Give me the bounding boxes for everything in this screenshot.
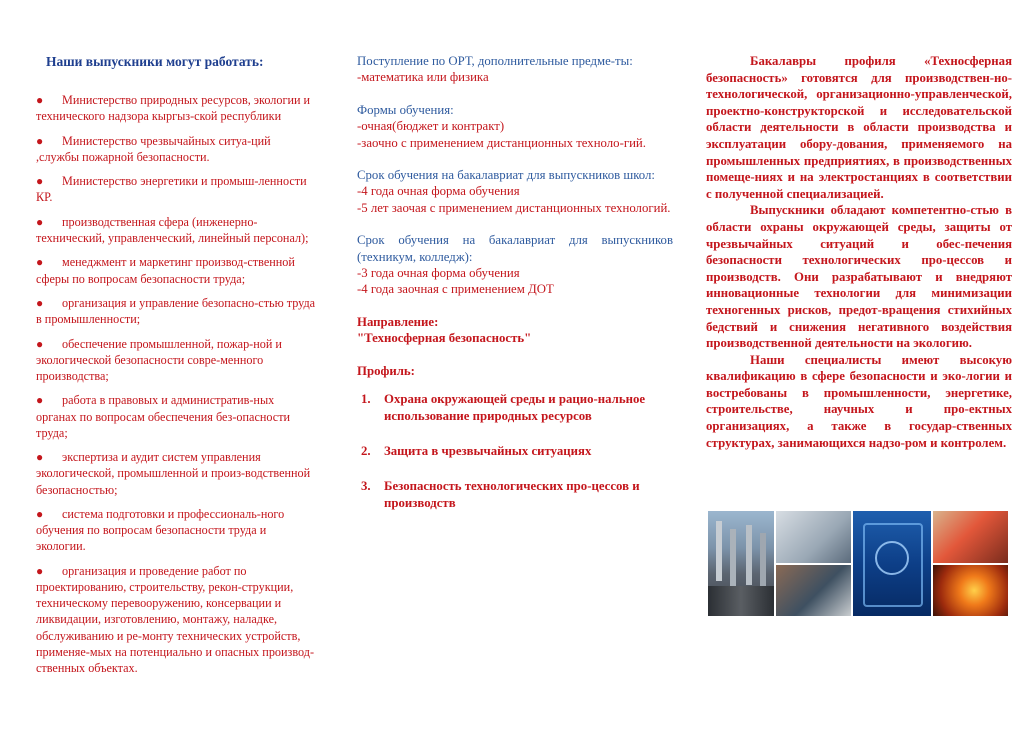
bullet-icon: ● <box>36 563 44 578</box>
list-item: ● производственная сфера (инженерно-технический, управленческий, линейный персонал); <box>36 214 309 245</box>
list-item: ● Министерство энергетики и промыш-ленности КР. <box>36 174 307 205</box>
list-item: ● система подготовки и профессиональ-ного обучения по вопросам безопасности труда и экологии. <box>36 506 285 554</box>
profile-item: 1. Охрана окружающей среды и рацио-нальное использование природных ресурсов <box>361 392 646 424</box>
bullet-icon: ● <box>36 133 44 148</box>
photo-stack <box>933 511 1008 616</box>
term-college-value: -3 года очная форма обучения <box>357 266 520 281</box>
list-item: ● менеджмент и маркетинг производ-ственной сферы по вопросам безопасности труда; <box>36 255 295 286</box>
admission-value: -математика или физика <box>357 70 489 85</box>
bullet-icon: ● <box>36 295 44 310</box>
list-item: ● организация и управление безопасно-стью труда в промышленности; <box>36 295 316 327</box>
firefighters-photo <box>933 565 1008 617</box>
description-paragraph: Выпускники обладают компетентно-стью в области охраны окружающей среды, защиты от чрезвычайных ситуаций и обес-печения безопасности технологических про-цессов и производств. Они разрабатывают и внедряют инновационные технологии для минимизации техногенных рисков, предот-вращения стихийных бедствий и снижения негативного воздействия производственной деятельности на экологию. <box>706 203 1012 351</box>
profile-label: Профиль: <box>357 363 415 378</box>
rescuers-photo <box>933 511 1008 563</box>
graduates-heading: Наши выпускники могут работать: <box>46 54 264 69</box>
forms-value: -очная(бюджет и контракт) <box>357 119 505 134</box>
list-item: ● организация и проведение работ по проектированию, строительству, рекон-струкции, техническому перевооружению, консервации и ликвидации, изготовлению, монтажу, наладке, обслуживанию и ре-монту технических устройств, применяе-мых на потенциально и опасных производ-ственных объектах. <box>36 563 315 675</box>
technology-screen-photo <box>853 511 930 616</box>
description-paragraph: Наши специалисты имеют высокую квалификацию в сфере безопасности и эко-логии и востребованы в промышленности, энергетике, строительстве, научных и про-ектных организациях, а также в государ-ственных структурах, занимающихся надзо-ром и контролем. <box>706 352 1012 450</box>
bullet-icon: ● <box>36 393 44 408</box>
bullet-icon: ● <box>36 255 44 270</box>
forms-value: -заочно с применением дистанционных техноло-гий. <box>357 135 646 150</box>
term-school-label: Срок обучения на бакалавриат для выпускников школ: <box>357 168 655 183</box>
term-college-label: Срок обучения на бакалавриат для выпускников (техникум, колледж): <box>357 233 673 264</box>
profiles-list <box>357 391 673 512</box>
bullet-icon: ● <box>36 214 44 229</box>
term-school-value: -4 года очная форма обучения <box>357 184 520 199</box>
bullet-icon: ● <box>36 93 44 107</box>
list-item: ● обеспечение промышленной, пожар-ной и экологической безопасности совре-менного производства; <box>36 336 282 383</box>
description-paragraph: Бакалавры профиля «Техносферная безопасность» готовятся для производствен-но-технологической, организационно-управленческой, проектно-конструкторской и исследовательской области деятельности в области производства и эксплуатации обору-дования, применяемого на промышленных предприятиях, в производственных помеще-ниях и на электростанциях в соответствии с полученной специализацией. <box>706 54 1012 201</box>
photo-stack <box>776 511 851 616</box>
employers-list <box>0 92 320 676</box>
bullet-icon: ● <box>36 174 44 189</box>
bullet-icon: ● <box>36 336 44 351</box>
list-item: ● Министерство природных ресурсов, экологии и технического надзора кыргыз-ской республики <box>36 93 311 124</box>
industrial-plant-photo <box>708 511 774 616</box>
list-item: ● экспертиза и аудит систем управления экологической, промышленной и произ-водственной безопасностью; <box>36 450 311 497</box>
bullet-icon: ● <box>36 450 44 465</box>
graduates-column <box>0 0 320 684</box>
bullet-icon: ● <box>36 506 44 521</box>
direction-label: Направление: <box>357 314 439 329</box>
photo-collage <box>708 511 1008 616</box>
admission-label: Поступление по ОРТ, дополнительные предме-ты: <box>357 54 633 68</box>
control-panel-photo <box>776 511 851 563</box>
admission-column <box>357 0 673 530</box>
profile-item: 3. Безопасность технологических про-цессов и производств <box>361 479 640 511</box>
list-item: ● Министерство чрезвычайных ситуа-ций ,службы пожарной безопасности. <box>36 133 271 164</box>
term-school-value: -5 лет заочая с применением дистанционных технологий. <box>357 200 671 215</box>
term-college-value: -4 года заочная с применением ДОТ <box>357 282 554 297</box>
profile-item: 2. Защита в чрезвычайных ситуациях <box>361 444 592 459</box>
description-column <box>706 0 1012 451</box>
direction-value: "Техносферная безопасность" <box>357 331 532 346</box>
list-item: ● работа в правовых и административ-ных органах по вопросам обеспечения без-опасности труда; <box>36 393 291 440</box>
forms-label: Формы обучения: <box>357 102 454 117</box>
lab-workers-photo <box>776 565 851 617</box>
